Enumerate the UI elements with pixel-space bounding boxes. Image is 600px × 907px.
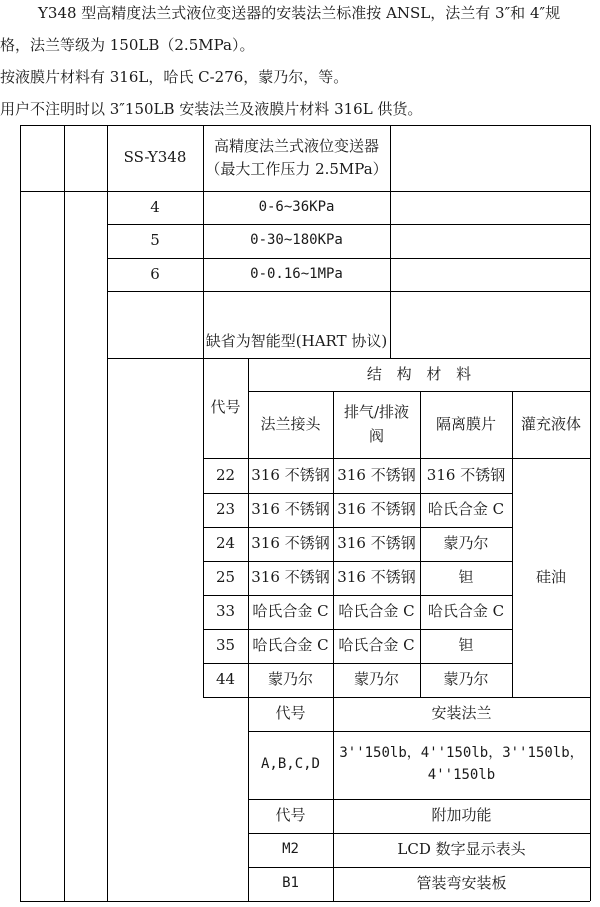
smart-note: 缺省为智能型(HART 协议)	[205, 331, 388, 350]
materials-col-fill: 灌充液体	[520, 414, 581, 433]
product-description-line2: （最大工作压力 2.5MPa）	[205, 160, 388, 178]
model-name: SS-Y348	[123, 148, 187, 167]
extra-code: B1	[282, 875, 299, 892]
material-code: 23	[215, 500, 236, 519]
material-flange: 哈氏合金 C	[252, 636, 329, 655]
material-diaphragm: 哈氏合金 C	[427, 602, 505, 621]
material-flange: 哈氏合金 C	[252, 602, 329, 621]
material-flange: 316 不锈钢	[251, 465, 330, 484]
product-description-line1: 高精度法兰式液位变送器	[213, 136, 379, 155]
material-flange: 316 不锈钢	[251, 534, 330, 553]
range-code: 6	[150, 264, 160, 283]
fill-fluid: 硅油	[535, 567, 566, 586]
material-code: 22	[215, 465, 236, 484]
material-diaphragm: 钽	[458, 568, 474, 587]
materials-code-header: 代号	[210, 398, 241, 417]
extras-code-header: 代号	[275, 806, 306, 825]
intro-line-4: 用户不注明时以 3″150LB 安装法兰及液膜片材料 316L 供货。	[0, 100, 423, 118]
material-code: 24	[215, 534, 236, 553]
material-vent: 蒙乃尔	[353, 670, 399, 689]
intro-line-1: Y348 型高精度法兰式液位变送器的安装法兰标准按 ANSL，法兰有 3″和 4″规	[38, 4, 561, 22]
material-diaphragm: 316 不锈钢	[426, 465, 506, 484]
materials-col-flange: 法兰接头	[260, 414, 321, 433]
flange-options-line1: 3''150lb，4''150lb，3''150lb，	[339, 745, 584, 762]
range-code: 5	[150, 231, 160, 250]
material-code: 25	[215, 568, 236, 587]
material-diaphragm: 钽	[458, 636, 474, 655]
material-vent: 哈氏合金 C	[338, 636, 415, 655]
flange-options	[333, 731, 590, 799]
extras-header: 附加功能	[431, 806, 492, 825]
range-value: 0-6~36KPa	[258, 198, 335, 215]
range-value: 0-0.16~1MPa	[250, 265, 343, 282]
product-description	[203, 125, 390, 191]
material-vent: 316 不锈钢	[337, 500, 416, 519]
flange-code: A,B,C,D	[260, 756, 320, 773]
extra-code: M2	[282, 841, 299, 858]
material-diaphragm: 哈氏合金 C	[427, 500, 505, 519]
material-vent: 316 不锈钢	[337, 534, 416, 553]
intro-line-3: 按液膜片材料有 316L，哈氏 C-276，蒙乃尔，等。	[0, 68, 349, 86]
flange-code-header: 代号	[275, 704, 306, 723]
material-flange: 蒙乃尔	[267, 670, 313, 689]
range-code: 4	[150, 197, 160, 216]
extra-desc: 管装弯安装板	[416, 874, 507, 893]
material-flange: 316 不锈钢	[251, 500, 330, 519]
materials-col-vent: 排气/排液阀	[343, 403, 410, 445]
material-flange: 316 不锈钢	[251, 568, 330, 587]
intro-line-2: 格，法兰等级为 150LB（2.5MPa）。	[0, 36, 255, 54]
range-value: 0-30~180KPa	[250, 232, 343, 249]
material-diaphragm: 蒙乃尔	[443, 534, 489, 553]
material-vent: 哈氏合金 C	[338, 602, 415, 621]
material-code: 33	[215, 602, 236, 621]
materials-group-header: 结 构 材 料	[366, 364, 472, 383]
flange-header: 安装法兰	[431, 704, 492, 723]
material-vent: 316 不锈钢	[337, 568, 416, 587]
material-code: 44	[215, 670, 236, 689]
material-code: 35	[215, 636, 236, 655]
flange-options-line2: 4''150lb	[427, 767, 496, 783]
material-vent: 316 不锈钢	[337, 465, 416, 484]
extra-desc: LCD 数字显示表头	[397, 840, 526, 859]
material-diaphragm: 蒙乃尔	[443, 670, 489, 689]
materials-col-diaphragm: 隔离膜片	[435, 414, 496, 433]
